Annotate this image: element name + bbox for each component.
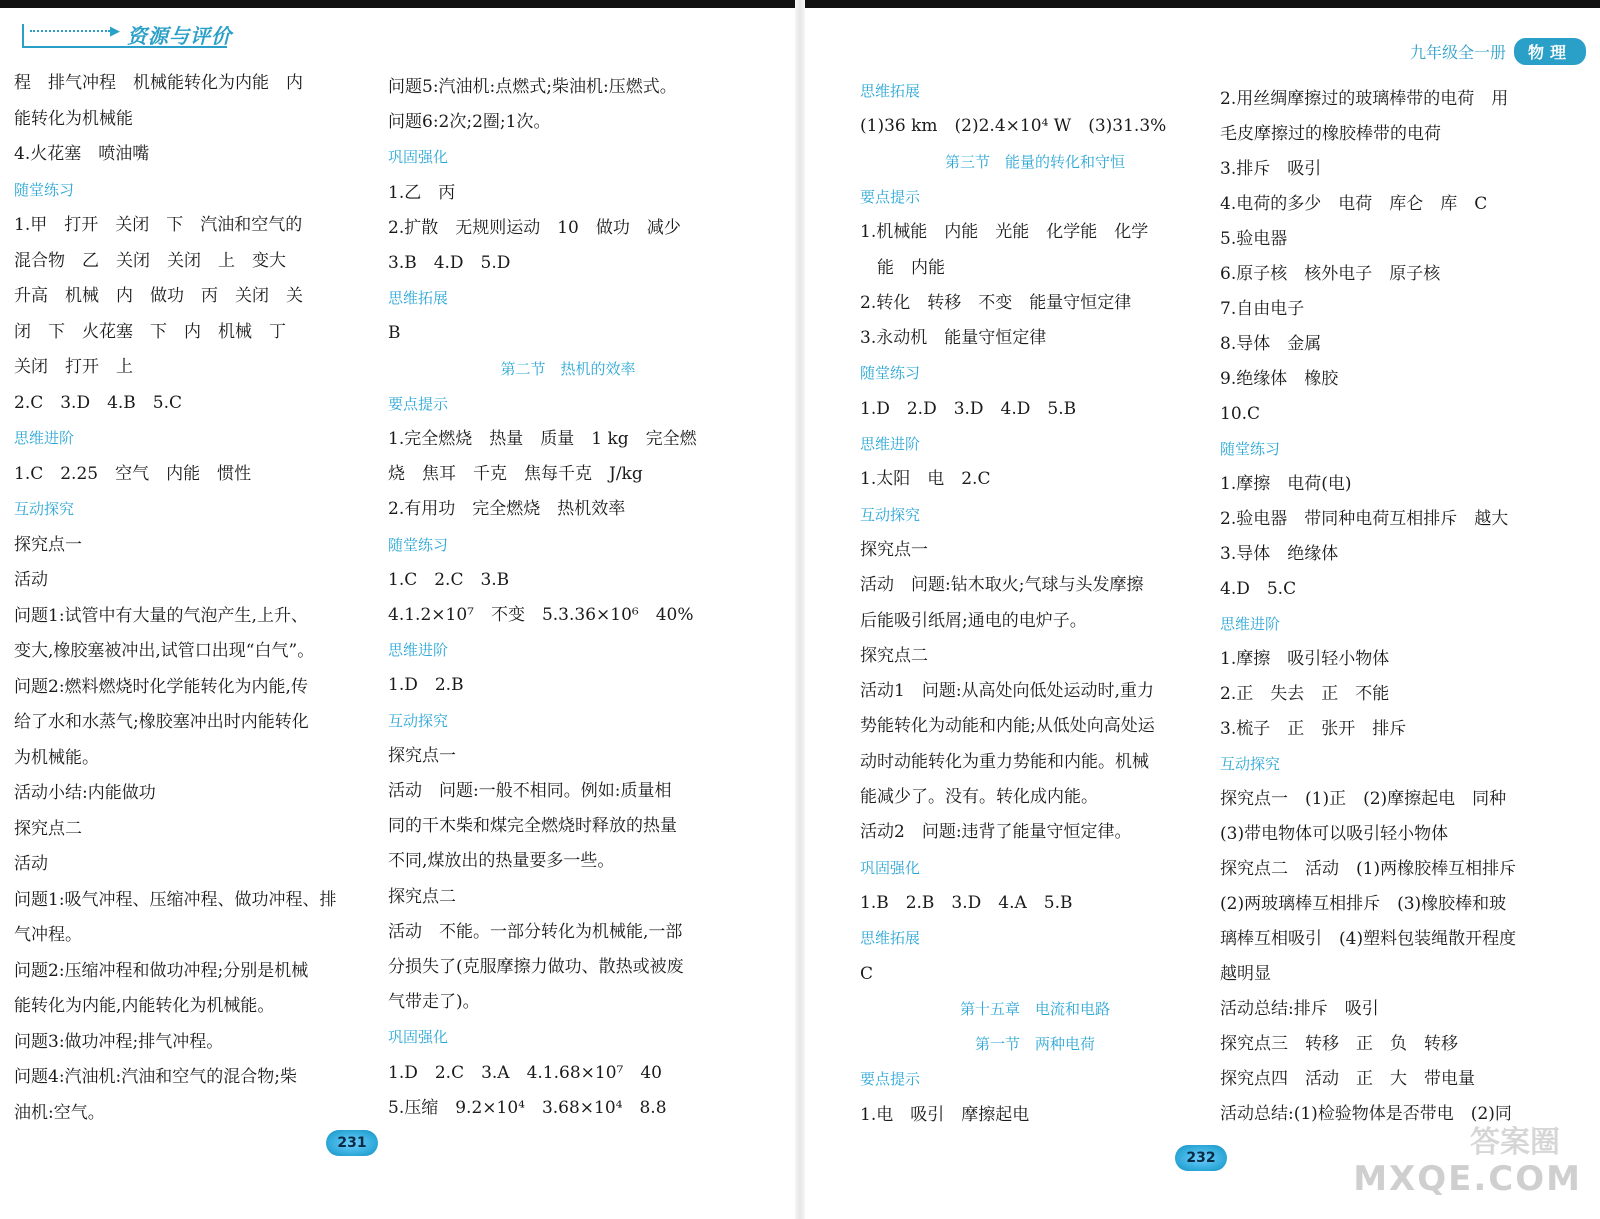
header-title: 资源与评价 xyxy=(127,24,232,48)
answer-line: 探究点一 xyxy=(14,534,82,555)
answer-line: 能转化为内能,内能转化为机械能。 xyxy=(14,996,275,1016)
section-heading: 巩固强化 xyxy=(388,148,449,167)
arrow-icon: ▶ xyxy=(110,24,120,39)
answer-line: 活动小结:内能做功 xyxy=(14,783,156,803)
answer-line: 10.C xyxy=(1220,404,1261,424)
answer-line: 同的干木柴和煤完全燃烧时释放的热量 xyxy=(388,816,677,837)
answer-line: 2.用丝绸摩擦过的玻璃棒带的电荷 用 xyxy=(1220,89,1509,109)
answer-line: 9.绝缘体 橡胶 xyxy=(1220,369,1339,389)
answer-line: 1.摩擦 吸引轻小物体 xyxy=(1220,649,1390,669)
answer-line: 升高 机械 内 做功 丙 关闭 关 xyxy=(14,286,303,306)
section-heading: 随堂练习 xyxy=(14,180,75,199)
answer-line: 烧 焦耳 千克 焦每千克 J/kg xyxy=(388,464,643,485)
answer-line: 能 内能 xyxy=(860,257,945,278)
section-header xyxy=(22,20,237,52)
answer-line: 3.排斥 吸引 xyxy=(1220,159,1322,179)
answer-line: 问题4:汽油机:汽油和空气的混合物;柴 xyxy=(14,1067,297,1087)
answer-line: 1.D 2.C 3.A 4.1.68×10⁷ 40 xyxy=(388,1062,662,1083)
right-page xyxy=(805,0,1600,1219)
answer-line: 2.转化 转移 不变 能量守恒定律 xyxy=(860,292,1132,313)
page-number-left: 231 xyxy=(326,1130,378,1156)
section-heading: 思维拓展 xyxy=(860,82,921,100)
answer-line: 问题6:2次;2圈;1次。 xyxy=(388,112,551,133)
answer-line: 2.扩散 无规则运动 10 做功 减少 xyxy=(388,217,681,238)
answer-line: 程 排气冲程 机械能转化为内能 内 xyxy=(14,73,303,93)
section-heading: 要点提示 xyxy=(860,187,921,206)
answer-line: 毛皮摩擦过的橡胶棒带的电荷 xyxy=(1220,124,1441,144)
answer-line: 2.C 3.D 4.B 5.C xyxy=(14,392,183,413)
answer-line: 2.正 失去 正 不能 xyxy=(1220,684,1390,704)
answer-line: 问题5:汽油机:点燃式;柴油机:压燃式。 xyxy=(388,77,677,97)
answer-line: 活动 问题:钻木取火;气球与头发摩擦 xyxy=(860,575,1144,596)
answer-line: 探究点一 xyxy=(860,539,928,560)
answer-line: 4.火花塞 喷油嘴 xyxy=(14,144,150,164)
answer-line: 混合物 乙 关闭 关闭 上 变大 xyxy=(14,250,286,271)
answer-line: 问题2:燃料燃烧时化学能转化为内能,传 xyxy=(14,676,308,697)
answer-line: 1.机械能 内能 光能 化学能 化学 xyxy=(860,222,1149,243)
answer-line: 气带走了)。 xyxy=(388,992,480,1013)
answer-line: 活动 xyxy=(14,570,48,590)
answer-line: 变大,橡胶塞被冲出,试管口出现“白气”。 xyxy=(14,641,315,661)
answer-line: 5.验电器 xyxy=(1220,229,1288,249)
book-info xyxy=(1410,38,1586,64)
section-heading: 互动探究 xyxy=(1220,755,1281,773)
answer-line: 活动 问题:一般不相同。例如:质量相 xyxy=(388,781,672,801)
answer-line: 1.D 2.B xyxy=(388,675,464,696)
answer-line: 探究点二 xyxy=(860,645,928,666)
answer-line: 2.验电器 带同种电荷互相排斥 越大 xyxy=(1220,509,1509,529)
header-dotted-line xyxy=(30,30,110,32)
chapter-title: 第三节 能量的转化和守恒 xyxy=(944,152,1125,171)
answer-line: 1.甲 打开 关闭 下 汽油和空气的 xyxy=(14,215,303,235)
answer-line: 探究点一 xyxy=(388,745,456,766)
answer-line: 8.导体 金属 xyxy=(1220,334,1322,354)
book-gutter xyxy=(795,0,805,1219)
answer-line: 能转化为机械能 xyxy=(14,108,133,129)
answer-line: (2)两玻璃棒互相排斥 (3)橡胶棒和玻 xyxy=(1220,894,1507,914)
answer-line: 问题2:压缩冲程和做功冲程;分别是机械 xyxy=(14,960,309,981)
chapter-title: 第十五章 电流和电路 xyxy=(959,999,1110,1018)
answer-line: 5.压缩 9.2×10⁴ 3.68×10⁴ 8.8 xyxy=(388,1097,667,1118)
answer-line: 4.D 5.C xyxy=(1220,579,1297,599)
section-heading: 巩固强化 xyxy=(860,858,921,877)
grade-label: 九年级全一册 xyxy=(1409,42,1506,62)
answer-line: 探究点四 活动 正 大 带电量 xyxy=(1220,1069,1475,1089)
answer-line: 活动1 问题:从高处向低处运动时,重力 xyxy=(860,681,1154,702)
answer-line: 3.B 4.D 5.D xyxy=(388,253,511,273)
section-heading: 思维进阶 xyxy=(388,641,449,660)
section-heading: 互动探究 xyxy=(860,505,921,524)
answer-line: 1.C 2.25 空气 内能 惯性 xyxy=(14,463,252,484)
answer-line: (1)36 km (2)2.4×10⁴ W (3)31.3% xyxy=(860,116,1167,137)
answer-line: (3)带电物体可以吸引轻小物体 xyxy=(1220,824,1449,844)
section-heading: 随堂练习 xyxy=(860,364,921,383)
answer-line: 1.乙 丙 xyxy=(388,182,456,203)
answer-line: 活动2 问题:违背了能量守恒定律。 xyxy=(860,822,1132,843)
answer-line: 3.梳子 正 张开 排斥 xyxy=(1220,719,1407,739)
answer-line: 1.摩擦 电荷(电) xyxy=(1220,474,1352,494)
section-heading: 巩固强化 xyxy=(388,1028,449,1047)
answer-line: 探究点三 转移 正 负 转移 xyxy=(1220,1034,1458,1054)
chapter-title: 第一节 两种电荷 xyxy=(974,1035,1095,1054)
answer-line: 1.太阳 电 2.C xyxy=(860,469,991,490)
answer-line: 1.完全燃烧 热量 质量 1 kg 完全燃 xyxy=(388,429,697,449)
page-number-right: 232 xyxy=(1175,1145,1227,1171)
answer-line: 活动总结:排斥 吸引 xyxy=(1220,999,1379,1019)
chapter-title: 第二节 热机的效率 xyxy=(500,359,636,378)
answer-line: 7.自由电子 xyxy=(1220,299,1305,319)
answer-line: 6.原子核 核外电子 原子核 xyxy=(1220,264,1441,284)
section-heading: 思维进阶 xyxy=(860,435,921,453)
answer-line: 分损失了(克服摩擦力做功、散热或被废 xyxy=(388,957,684,977)
watermark: MXQE.COM xyxy=(1353,1159,1582,1199)
section-heading: 思维拓展 xyxy=(388,289,449,308)
watermark-cn: 答案圈 xyxy=(1470,1125,1560,1160)
answer-line: 探究点二 活动 (1)两橡胶棒互相排斥 xyxy=(1220,859,1517,879)
answer-line: 给了水和水蒸气;橡胶塞冲出时内能转化 xyxy=(14,712,309,732)
answer-line: 能减少了。没有。转化成内能。 xyxy=(860,787,1098,807)
section-heading: 随堂练习 xyxy=(1220,440,1281,458)
section-heading: 思维进阶 xyxy=(1220,615,1281,633)
answer-line: 油机:空气。 xyxy=(14,1102,105,1123)
left-page xyxy=(0,0,795,1219)
answer-line: 为机械能。 xyxy=(14,747,99,768)
answer-line: 气冲程。 xyxy=(14,925,82,945)
section-heading: 互动探究 xyxy=(388,711,449,730)
answer-line: 1.B 2.B 3.D 4.A 5.B xyxy=(860,892,1073,913)
answer-line: 探究点一 (1)正 (2)摩擦起电 同种 xyxy=(1220,789,1507,809)
answer-line: B xyxy=(388,323,401,344)
answer-line: 1.D 2.D 3.D 4.D 5.B xyxy=(860,398,1077,419)
answer-line: 闭 下 火花塞 下 内 机械 丁 xyxy=(14,321,286,342)
answer-line: 1.C 2.C 3.B xyxy=(388,569,510,590)
answer-line: 不同,煤放出的热量要多一些。 xyxy=(388,851,615,872)
subject-badge: 物理 xyxy=(1514,38,1586,65)
answer-line: 越明显 xyxy=(1220,964,1271,984)
answer-line: 2.有用功 完全燃烧 热机效率 xyxy=(388,499,626,520)
answer-line: 势能转化为动能和内能;从低处向高处运 xyxy=(860,716,1155,737)
answer-line: 后能吸引纸屑;通电的电炉子。 xyxy=(860,610,1087,631)
section-heading: 思维进阶 xyxy=(14,429,75,447)
answer-line: 问题1:吸气冲程、压缩冲程、做功冲程、排 xyxy=(14,889,337,910)
answer-line: 探究点二 xyxy=(388,886,456,907)
answer-line: 3.导体 绝缘体 xyxy=(1220,544,1339,564)
answer-line: C xyxy=(860,963,874,984)
answer-line: 探究点二 xyxy=(14,818,82,839)
answer-line: 动时动能转化为重力势能和内能。机械 xyxy=(860,751,1149,772)
section-heading: 随堂练习 xyxy=(388,535,449,554)
answer-line: 3.永动机 能量守恒定律 xyxy=(860,328,1047,349)
answer-line: 4.电荷的多少 电荷 库仑 库 C xyxy=(1220,194,1488,214)
section-heading: 思维拓展 xyxy=(860,929,921,948)
answer-line: 活动 不能。一部分转化为机械能,一部 xyxy=(388,921,683,942)
answer-line: 问题3:做功冲程;排气冲程。 xyxy=(14,1031,224,1052)
answer-line: 关闭 打开 上 xyxy=(14,357,133,377)
section-heading: 要点提示 xyxy=(388,394,449,413)
answer-line: 4.1.2×10⁷ 不变 5.3.36×10⁶ 40% xyxy=(388,605,694,625)
answer-line: 1.电 吸引 摩擦起电 xyxy=(860,1104,1030,1125)
answer-line: 问题1:试管中有大量的气泡产生,上升、 xyxy=(14,605,308,626)
section-heading: 要点提示 xyxy=(860,1070,921,1089)
section-heading: 互动探究 xyxy=(14,500,75,518)
answer-line: 活动总结:(1)检验物体是否带电 (2)同 xyxy=(1220,1104,1512,1124)
answer-line: 活动 xyxy=(14,854,48,874)
answer-line: 璃棒互相吸引 (4)塑料包装绳散开程度 xyxy=(1220,929,1517,949)
